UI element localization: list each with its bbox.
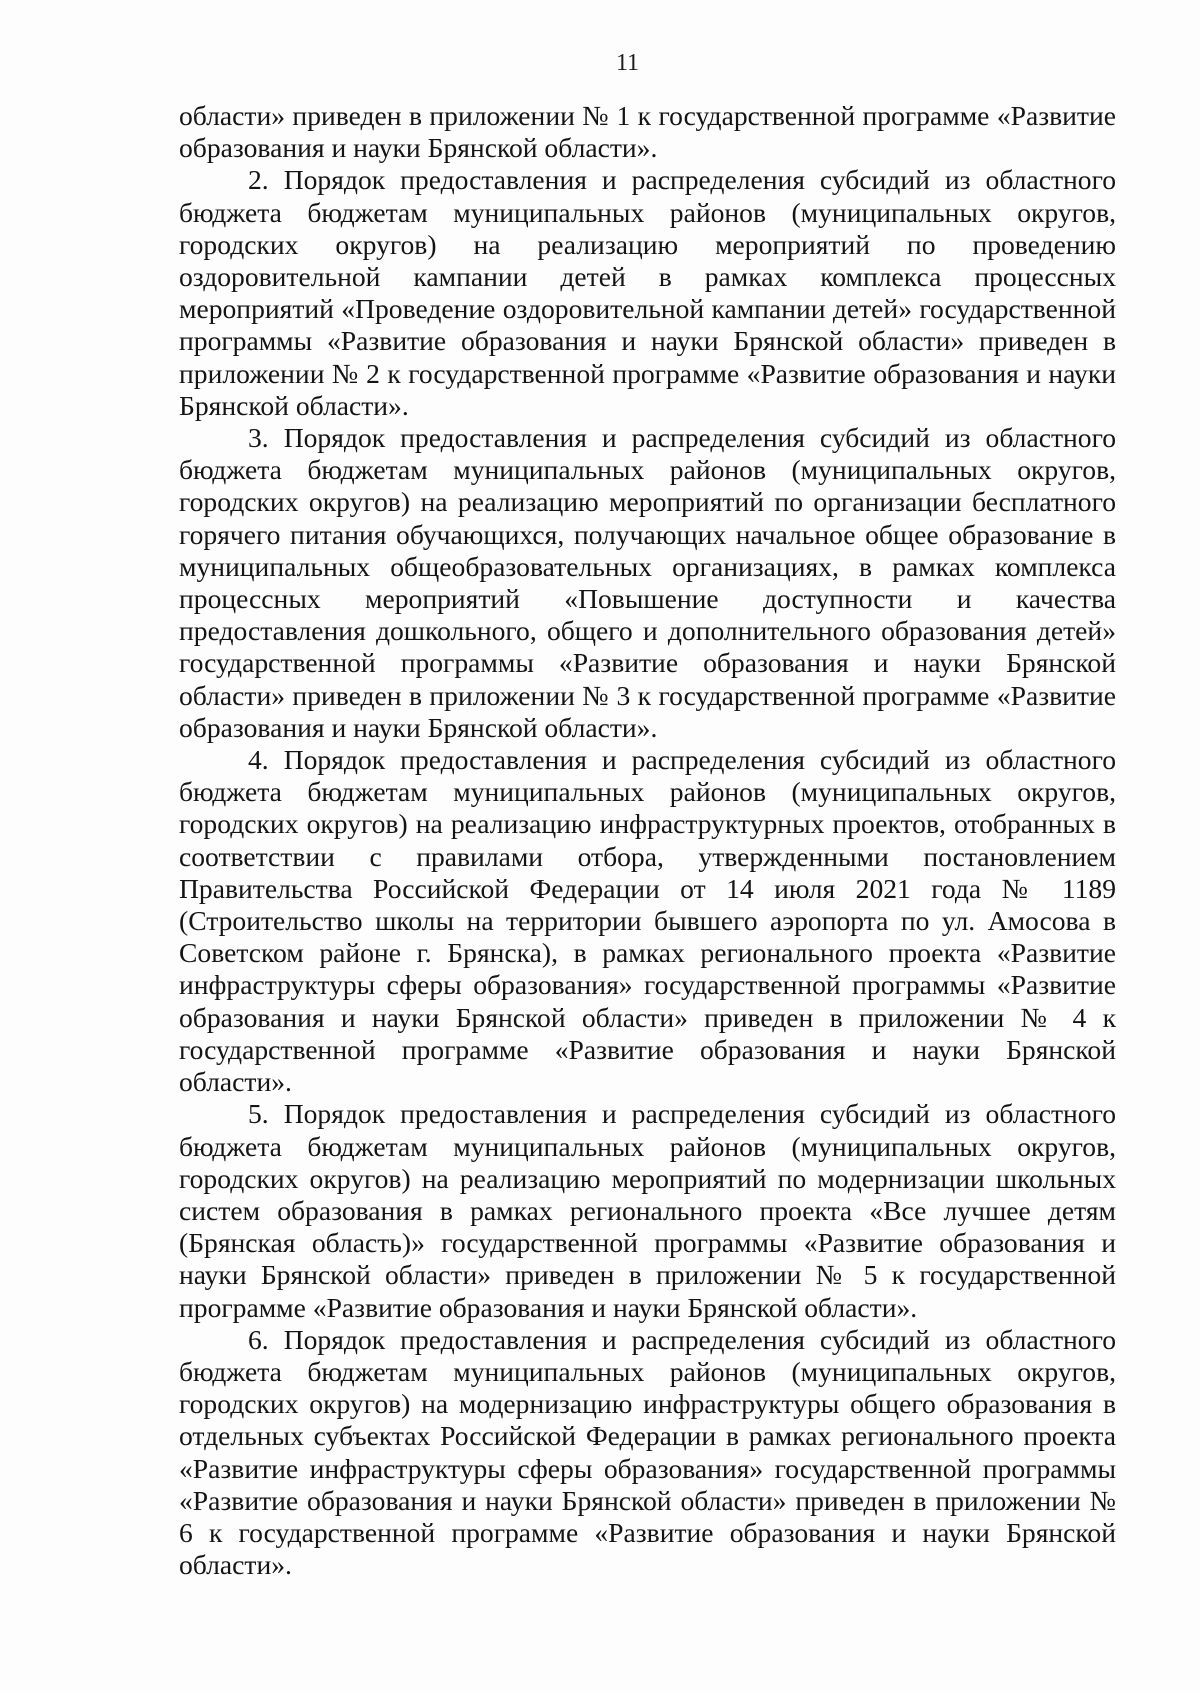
paragraph-item-5: 5. Порядок предоставления и распределения субсидий из областного бюджета бюджетам муниципальных районов (муниципальных округов, городских округов) на реализацию мероприятий по модернизации школьных систем образования в рамках регионального проекта «Все лучшее детям (Брянская область)» государственной программы «Развитие образования и науки Брянской области» приведен в приложении № 5 к государственной программе «Развитие образования и науки Брянской области».: [179, 1098, 1116, 1323]
paragraph-item-6: 6. Порядок предоставления и распределения субсидий из областного бюджета бюджетам муниципальных районов (муниципальных округов, городских округов) на модернизацию инфраструктуры общего образования в отдельных субъектах Российской Федерации в рамках регионального проекта «Развитие инфраструктуры сферы образования» государственной программы «Развитие образования и науки Брянской области» приведен в приложении № 6 к государственной программе «Развитие образования и науки Брянской области».: [179, 1323, 1116, 1581]
paragraph-continuation: области» приведен в приложении № 1 к государственной программе «Развитие образования и науки Брянской области».: [179, 100, 1116, 164]
paragraph-item-4: 4. Порядок предоставления и распределения субсидий из областного бюджета бюджетам муниципальных районов (муниципальных округов, городских округов) на реализацию инфраструктурных проектов, отобранных в соответствии с правилами отбора, утвержденными постановлением Правительства Российской Федерации от 14 июля 2021 года № 1189 (Строительство школы на территории бывшего аэропорта по ул. Амосова в Советском районе г. Брянска), в рамках регионального проекта «Развитие инфраструктуры сферы образования» государственной программы «Развитие образования и науки Брянской области» приведен в приложении № 4 к государственной программе «Развитие образования и науки Брянской области».: [179, 744, 1116, 1098]
paragraph-item-3: 3. Порядок предоставления и распределения субсидий из областного бюджета бюджетам муниципальных районов (муниципальных округов, городских округов) на реализацию мероприятий по организации бесплатного горячего питания обучающихся, получающих начальное общее образование в муниципальных общеобразовательных организациях, в рамках комплекса процессных мероприятий «Повышение доступности и качества предоставления дошкольного, общего и дополнительного образования детей» государственной программы «Развитие образования и науки Брянской области» приведен в приложении № 3 к государственной программе «Развитие образования и науки Брянской области».: [179, 422, 1116, 743]
page-number: 11: [615, 50, 640, 76]
document-body: [179, 100, 1116, 1581]
paragraph-item-2: 2. Порядок предоставления и распределения субсидий из областного бюджета бюджетам муниципальных районов (муниципальных округов, городских округов) на реализацию мероприятий по проведению оздоровительной кампании детей в рамках комплекса процессных мероприятий «Проведение оздоровительной кампании детей» государственной программы «Развитие образования и науки Брянской области» приведен в приложении № 2 к государственной программе «Развитие образования и науки Брянской области».: [179, 164, 1116, 421]
